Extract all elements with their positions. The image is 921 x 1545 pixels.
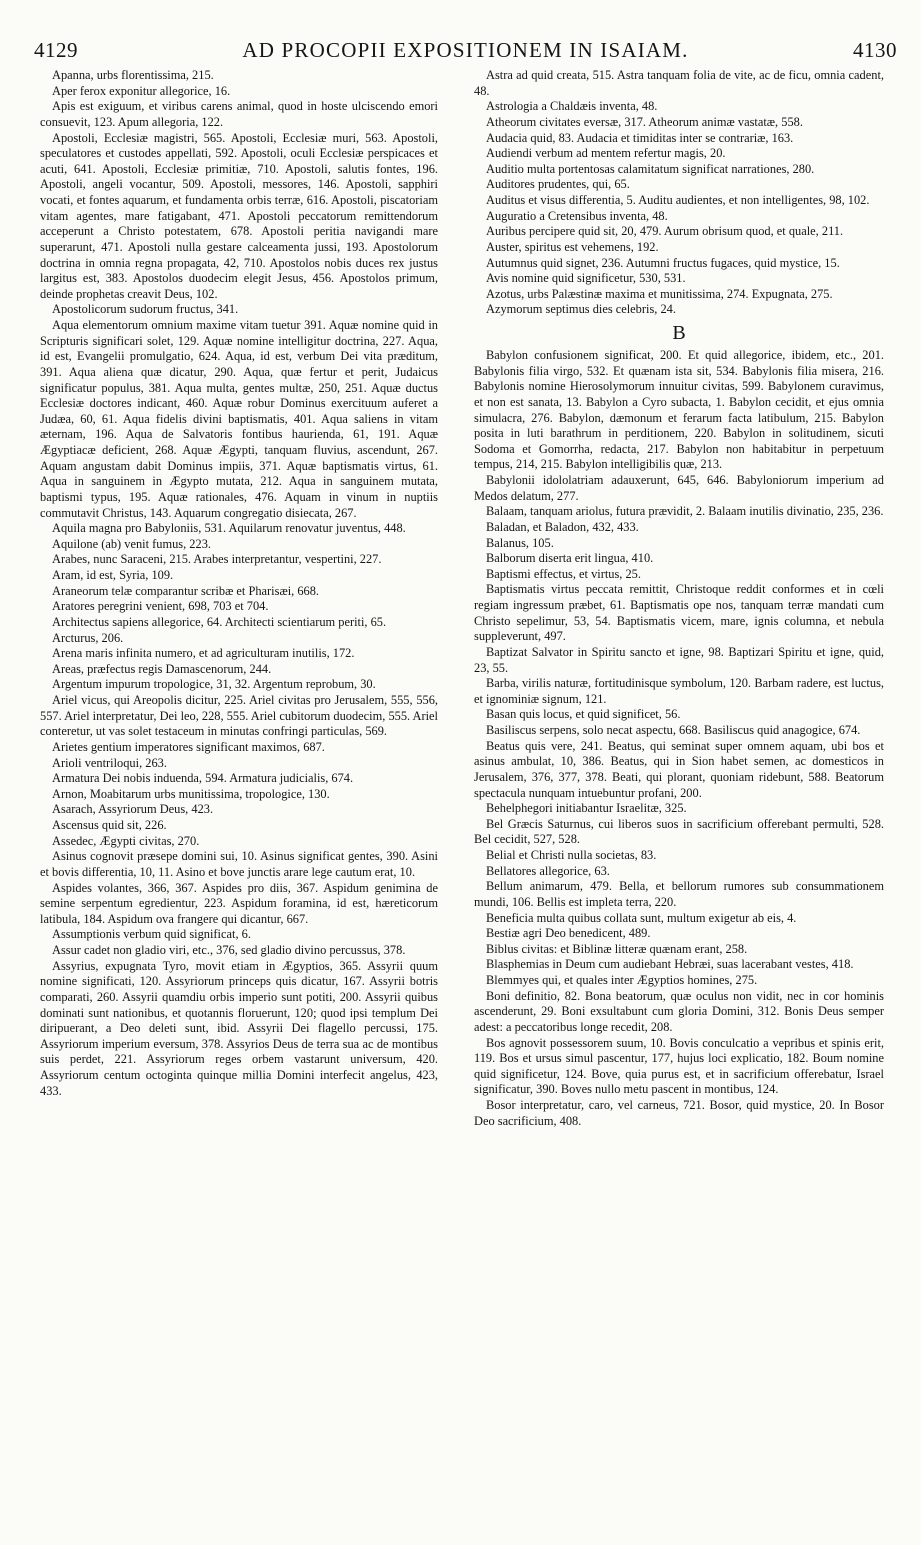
index-entry: Auditus et visus differentia, 5. Auditu audientes, et non intelligentes, 98, 102.	[486, 193, 870, 207]
index-entry: Balanus, 105.	[486, 535, 554, 550]
index-entry: Aram, id est, Syria, 109.	[52, 568, 174, 582]
index-entry: Arena maris infinita numero, et ad agriculturam inutilis, 172.	[52, 646, 355, 661]
running-title: AD PROCOPII EXPOSITIONEM IN ISAIAM.	[242, 38, 689, 62]
index-entry: Atheorum civitates eversæ, 317. Atheorum animæ vastatæ, 558.	[486, 114, 803, 129]
index-entry: Auditores prudentes, qui, 65.	[486, 177, 630, 192]
right-column-b-entries	[474, 348, 884, 1129]
index-entry: Arnon, Moabitarum urbs munitissima, tropologice, 130.	[52, 786, 330, 801]
index-entry: Architectus sapiens allegorice, 64. Architecti scientiarum periti, 65.	[52, 614, 387, 629]
section-letter-b: B	[672, 322, 686, 344]
index-entry: Aratores peregrini venient, 698, 703 et 704.	[52, 599, 269, 614]
index-entry: Aspides volantes, 366, 367. Aspides pro diis, 367. Aspidum genimina de semine serpentum egredientur, 223. Aspidum foramina, id est, hæreticorum latibula, 184. Aspidum ova frangere qui dicantur, 667.	[40, 880, 438, 926]
index-entry: Babylonii idololatriam adauxerunt, 645, 646. Babyloniorum imperium ad Medos delatum, 277.	[474, 473, 884, 503]
index-entry: Auditio multa portentosas calamitatum significat narrationes, 280.	[486, 161, 815, 176]
index-entry: Belial et Christi nulla societas, 83.	[486, 848, 657, 862]
index-entry: Arcturus, 206.	[52, 630, 124, 645]
index-entry: Balborum diserta erit lingua, 410.	[486, 551, 654, 566]
index-entry: Assumptionis verbum quid significat, 6.	[52, 927, 251, 942]
index-entry: Arabes, nunc Saraceni, 215. Arabes interpretantur, vespertini, 227.	[52, 552, 382, 567]
index-entry: Ascensus quid sit, 226.	[52, 818, 167, 832]
index-entry: Aqua elementorum omnium maxime vitam tuetur 391. Aquæ nomine quid in Scripturis significari solet, 129. Aquæ nomine intelligitur doctrina, 227. Aqua, id est, Evangelii promulgatio, 624. Aqua, id est, verbum Dei vita præditum, 391. Aqua aliena quæ dicatur, 290. Aqua, quæ fertur et perit, Judaicus significatur populus, 381. Aqua multa, gentes multæ, 250, 251. Aquæ ductus Ecclesiæ doctores indicant, 460. Aquæ robur Dominus exercituum auferet a Judæa, 60, 61. Aqua fidelis divini baptismatis, 401. Aqua saliens in vitam æternam, 196. Aqua de Salvatoris fontibus haurienda, 61, 191. Aquæ Ægyptiacæ deficient, 268. Aquæ Ægypti, tanquam fluvius, ascendunt, 267. Aquam angustam dabit Dominus impiis, 371. Aquæ baptismatis virtus, 61. Aqua in sanguinem in Ægypto mutata, 212. Aqua in sanguinem mutata, baptismi typus, 195. Aquæ rationales, 476. Aquam in vinum in nuptiis commutavit Christus, 143. Aquarum congregatio disiecata, 267.	[40, 318, 438, 520]
index-entry: Boni definitio, 82. Bona beatorum, quæ oculus non vidit, nec in cor hominis ascenderunt, 29. Boni exsultabunt cum gloria Domini, 312. Bonis Deus semper adest: a peccatoribus longe recedit, 208.	[474, 988, 884, 1034]
page-number-right: 4130	[853, 38, 897, 62]
index-entry: Bosor interpretatur, caro, vel carneus, 721. Bosor, quid mystice, 20. In Bosor Deo sacrificium, 408.	[474, 1098, 884, 1128]
index-entry: Armatura Dei nobis induenda, 594. Armatura judicialis, 674.	[52, 771, 354, 786]
index-entry: Areas, præfectus regis Damascenorum, 244.	[52, 661, 272, 676]
index-entry: Biblus civitas: et Biblinæ litteræ quænam erant, 258.	[486, 941, 748, 956]
index-entry: Auguratio a Cretensibus inventa, 48.	[486, 208, 668, 223]
index-entry: Blemmyes qui, et quales inter Ægyptios homines, 275.	[486, 973, 758, 987]
index-entry: Apostolicorum sudorum fructus, 341.	[52, 302, 239, 317]
index-entry: Aquilone (ab) venit fumus, 223.	[52, 536, 211, 551]
index-entry: Auster, spiritus est vehemens, 192.	[486, 239, 659, 254]
index-entry: Baptizat Salvator in Spiritu sancto et igne, 98. Baptizari Spiritu et igne, quid, 23, 55.	[474, 644, 884, 675]
index-entry: Auribus percipere quid sit, 20, 479. Aurum obrisum quod, et quale, 211.	[486, 224, 844, 239]
right-column	[474, 68, 884, 1129]
index-entry: Blasphemias in Deum cum audiebant Hebræi, suas lacerabant vestes, 418.	[486, 957, 854, 972]
left-column	[40, 68, 438, 1099]
index-entry: Astrologia a Chaldæis inventa, 48.	[486, 99, 658, 114]
index-entry: Araneorum telæ comparantur scribæ et Pharisæi, 668.	[52, 583, 320, 598]
index-entry: Babylon confusionem significat, 200. Et quid allegorice, ibidem, etc., 201. Babylonis filia virgo, 532. Et quænam ista sit, 534. Babylonis filia misera, 216. Babylonis nomine Hierosolymorum innuitur civitas, 599. Babylonem curavimus, et non est sanata, 13. Babylon a Cyro subacta, 1. Babylon cecidit, et ejus omnia simulacra, 276. Babylon, dæmonum et ferarum facta latibulum, 215. Babylon posita in luti barathrum in perditionem, 220. Babylon in solitudinem, sicuti Sodoma et Gomorrha, redacta, 217. Babylon non habitabitur in perpetuum tempus, 214, 215. Babylon intelligibilis quæ, 213.	[474, 348, 884, 472]
index-entry: Arioli ventriloqui, 263.	[52, 755, 167, 770]
index-entry: Bos agnovit possessorem suum, 10. Bovis conculcatio a vepribus et spinis erit, 119. Bos et ursus simul pascentur, 177, hujus loci explicatio, 182. Boum nomine quid significetur, 124. Bove, quia purus est, et in sacrificium offerebatur, Israel significatur, 390. Boves nullo metu pascent in montibus, 124.	[474, 1035, 884, 1097]
index-entry: Assyrius, expugnata Tyro, movit etiam in Ægyptios, 365. Assyrii quum nomine significati, 120. Assyriorum princeps quis dicatur, 167. Assyrii botris comparati, 260. Assyrii quamdiu orbis imperio sunt potiti, 200. Assyrii quibus dominati sunt nationibus, et quotannis floruerunt, 120; quod ipsi templum Dei diripuerant, a Deo deleti sunt, ibid. Assyrii Dei flagello percussi, 175. Assyriorum imperium eversum, 378. Assyrios Deus de terra sua ac de montibus suis perdet, 221. Assyriorum reges orbem vastarunt universum, 420. Assyriorum centum octoginta quinque millia Domini interfecit angelus, 423, 433.	[40, 958, 438, 1098]
index-entry: Bellatores allegorice, 63.	[486, 863, 610, 878]
index-entry: Aper ferox exponitur allegorice, 16.	[52, 83, 231, 98]
index-entry: Baptismi effectus, et virtus, 25.	[486, 566, 641, 581]
index-entry: Baptismatis virtus peccata remittit, Christoque reddit conformes et in cœli regiam ingressum præbet, 61. Baptismatis ope nos, tanquam terræ mandati cum Christo sepelimur, 53, 54. Baptismatis vicem, mare, ignis columna, et nebula suppleverunt, 497.	[474, 582, 884, 644]
index-entry: Avis nomine quid significetur, 530, 531.	[486, 271, 686, 286]
index-entry: Astra ad quid creata, 515. Astra tanquam folia de vite, ac de ficu, omnia cadent, 48.	[474, 68, 884, 98]
index-entry: Behelphegori initiabantur Israelitæ, 325.	[486, 801, 687, 816]
index-entry: Arietes gentium imperatores significant maximos, 687.	[52, 739, 325, 754]
index-entry: Audacia quid, 83. Audacia et timiditas inter se contrariæ, 163.	[486, 130, 794, 145]
index-entry: Aquila magna pro Babyloniis, 531. Aquilarum renovatur juventus, 448.	[52, 521, 406, 536]
index-entry: Audiendi verbum ad mentem refertur magis, 20.	[486, 146, 726, 161]
page-header	[34, 38, 897, 68]
index-entry: Balaam, tanquam ariolus, futura prævidit, 2. Balaam inutilis divinatio, 235, 236.	[486, 504, 884, 519]
index-entry: Baladan, et Baladon, 432, 433.	[486, 519, 639, 534]
index-entry: Argentum impurum tropologice, 31, 32. Argentum reprobum, 30.	[52, 677, 376, 692]
index-entry: Azotus, urbs Palæstinæ maxima et munitissima, 274. Expugnata, 275.	[486, 286, 833, 301]
index-entry: Asarach, Assyriorum Deus, 423.	[52, 802, 214, 817]
index-entry: Asinus cognovit præsepe domini sui, 10. Asinus significat gentes, 390. Asini et bovis differentia, 10, 11. Asino et bove junctis arare lege cautum erat, 10.	[40, 849, 438, 879]
index-entry: Azymorum septimus dies celebris, 24.	[486, 302, 676, 317]
index-entry: Bellum animarum, 479. Bella, et bellorum rumores sub consummationem mundi, 106. Bellis est impleta terra, 220.	[474, 879, 884, 909]
index-entry: Assedec, Ægypti civitas, 270.	[52, 833, 200, 848]
index-entry: Assur cadet non gladio viri, etc., 376, sed gladio divino percussus, 378.	[52, 943, 406, 957]
index-entry: Apanna, urbs florentissima, 215.	[52, 68, 214, 82]
index-entry: Barba, virilis naturæ, fortitudinisque symbolum, 120. Barbam radere, est luctus, et ignominiæ signum, 121.	[474, 676, 884, 706]
index-entry: Ariel vicus, qui Areopolis dicitur, 225. Ariel civitas pro Jerusalem, 555, 556, 557. Ariel interpretatur, Dei leo, 228, 555. Ariel cubitorum duodecim, 555. Ariel conteretur, ut vas solet testaceum in minutas confringi particulas, 569.	[40, 693, 438, 739]
index-entry: Autumnus quid signet, 236. Autumni fructus fugaces, quid mystice, 15.	[486, 255, 840, 270]
right-column-a-entries	[474, 68, 884, 318]
index-entry: Apostoli, Ecclesiæ magistri, 565. Apostoli, Ecclesiæ muri, 563. Apostoli, speculatores et custodes appellati, 592. Apostoli, oculi Ecclesiæ perspicaces et acuti, 641. Apostoli, Ecclesiæ primitiæ, 710. Apostoli, salutis fontes, 196. Apostoli, angeli vocantur, 509. Apostoli, messores, 146. Apostoli, sapphiri vocati, et fontes aquarum, et fundamenta orbis terræ, 616. Apostoli, piscatoriam vitam agentes, mare fatigabant, 471. Apostoli peccatorum remittendorum acceperunt a Christo potestatem, 678. Apostoli peritia navigandi mare superarunt, 471. Apostoli nulla gestare calceamenta jussi, 193. Apostolorum doctrina in omnia regna propagata, 42, 710. Apostolos nobis duces rex justus largitus est, 383. Apostolos duodecim elegit Jesus, 456. Apostolos primum, deinde prophetas creavit Deus, 102.	[40, 130, 438, 301]
index-entry: Bestiæ agri Deo benedicent, 489.	[486, 926, 651, 941]
index-entry: Beneficia multa quibus collata sunt, multum exigetur ab eis, 4.	[486, 910, 797, 925]
index-entry: Apis est exiguum, et viribus carens animal, quod in hoste ulciscendo emori consuevit, 123. Apum allegoria, 122.	[40, 99, 438, 129]
index-entry: Basan quis locus, et quid significet, 56.	[486, 707, 681, 722]
index-entry: Bel Græcis Saturnus, cui liberos suos in sacrificium offerebant permulti, 528. Bel cecidit, 527, 528.	[474, 816, 884, 847]
index-entry: Beatus quis vere, 241. Beatus, qui seminat super omnem aquam, ubi bos et asinus ambulat, 10, 386. Beatus, qui in Sion habet semen, ac domesticos in Jerusalem, 376, 377, 378. Beati, qui plorant, quoniam ridebunt, 588. Beatorum spectacula nunquam intuebuntur profani, 200.	[474, 738, 884, 800]
page-number-left: 4129	[34, 38, 78, 62]
index-entry: Basiliscus serpens, solo necat aspectu, 668. Basiliscus quid anagogice, 674.	[486, 723, 861, 737]
